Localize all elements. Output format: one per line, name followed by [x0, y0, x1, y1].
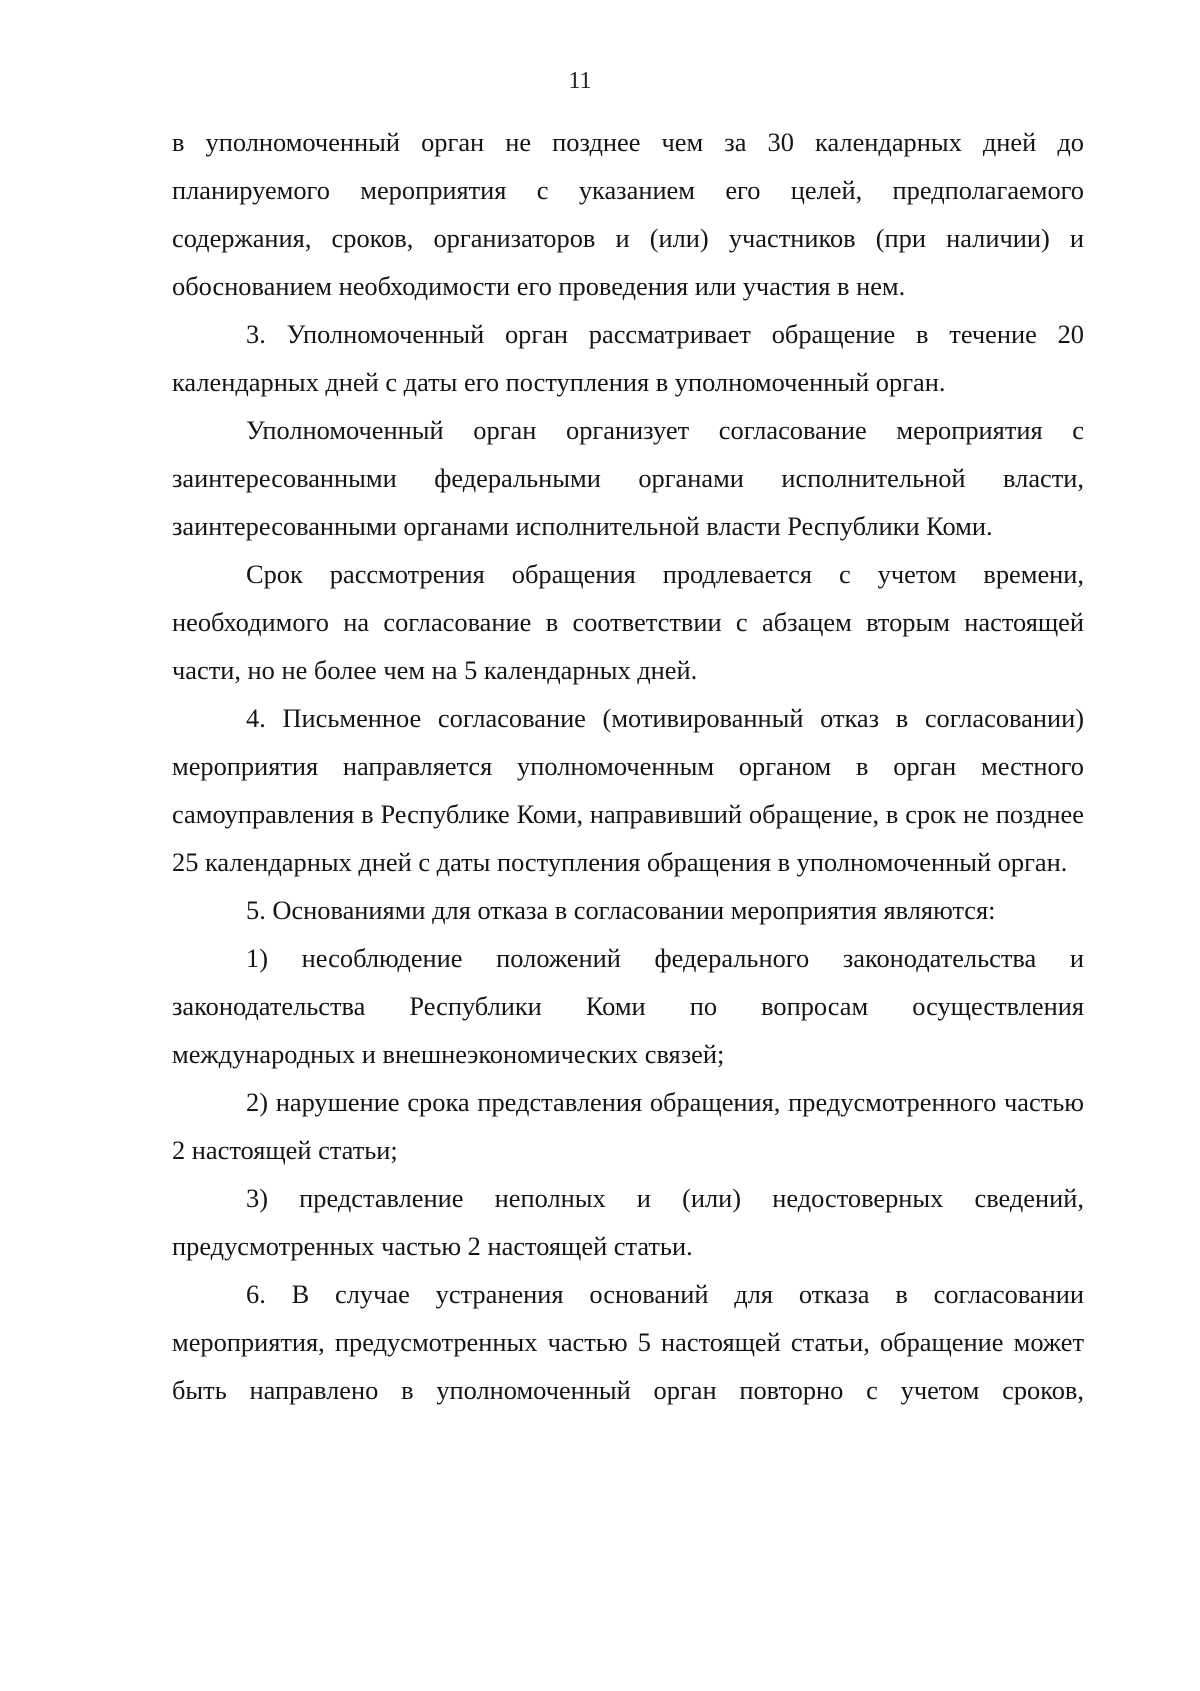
paragraph-part-3: 3. Уполномоченный орган рассматривает обращение в течение 20 календарных дней с даты его поступления в уполномоченный орган. [172, 319, 1084, 397]
paragraph-part-6: 6. В случае устранения оснований для отказа в согласовании мероприятия, предусмотренных частью 5 настоящей статьи, обращение может быть направлено в уполномоченный орган повторно с учетом сроков, [172, 1279, 1084, 1405]
paragraph-continuation: в уполномоченный орган не позднее чем за 30 календарных дней до планируемого мероприятия с указанием его целей, предполагаемого содержания, сроков, организаторов и (или) участников (при наличии) и обоснованием необходимости его проведения или участия в нем. [172, 127, 1084, 301]
paragraph-term-extension: Срок рассмотрения обращения продлевается с учетом времени, необходимого на согласование в соответствии с абзацем вторым настоящей части, но не более чем на 5 календарных дней. [172, 559, 1084, 685]
list-item-1: 1) несоблюдение положений федерального законодательства и законодательства Республики Коми по вопросам осуществления международных и внешнеэкономических связей; [172, 943, 1084, 1069]
list-item-3: 3) представление неполных и (или) недостоверных сведений, предусмотренных частью 2 настоящей статьи. [172, 1183, 1084, 1261]
document-body [172, 118, 1084, 1414]
paragraph-coordination: Уполномоченный орган организует согласование мероприятия с заинтересованными федеральными органами исполнительной власти, заинтересованными органами исполнительной власти Республики Коми. [172, 415, 1084, 541]
paragraph-part-4: 4. Письменное согласование (мотивированный отказ в согласовании) мероприятия направляется уполномоченным органом в орган местного самоуправления в Республике Коми, направивший обращение, в срок не позднее 25 календарных дней с даты поступления обращения в уполномоченный орган. [172, 703, 1084, 877]
paragraph-part-5: 5. Основаниями для отказа в согласовании мероприятия являются: [246, 895, 996, 925]
list-item-2: 2) нарушение срока представления обращения, предусмотренного частью 2 настоящей статьи; [172, 1087, 1084, 1165]
page-number: 11 [568, 68, 592, 94]
